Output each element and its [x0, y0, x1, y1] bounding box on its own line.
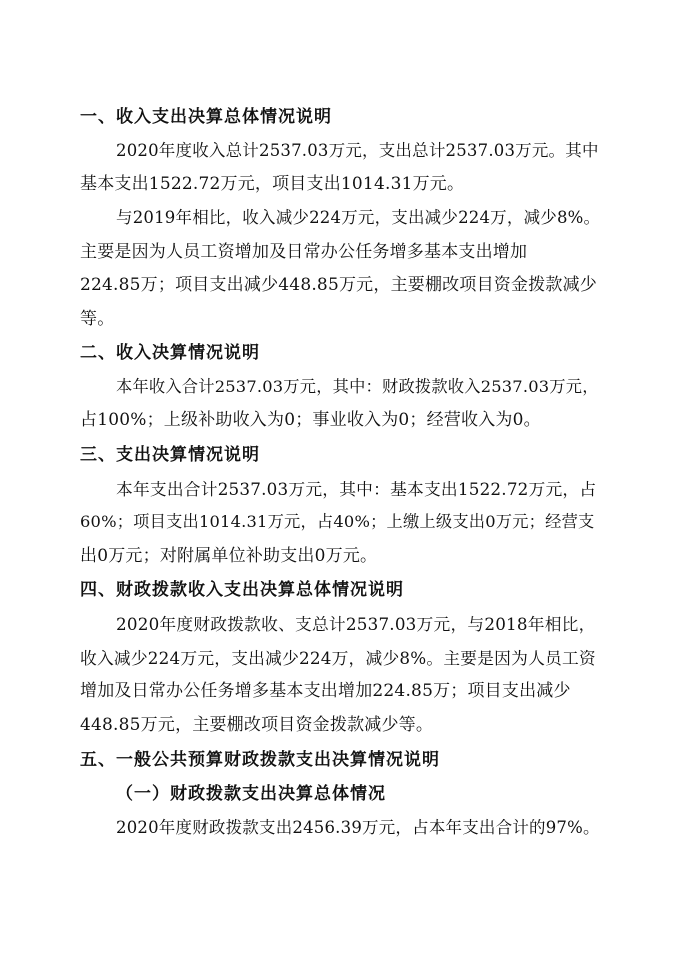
- paragraph-line: 2020年度收入总计2537.03万元，支出总计2537.03万元。其中: [116, 141, 599, 160]
- paragraph-line: 2020年度财政拨款支出2456.39万元，占本年支出合计的97%。: [116, 818, 600, 837]
- paragraph-line: 主要是因为人员工资增加及日常办公任务增多基本支出增加: [80, 242, 528, 262]
- paragraph-line: 增加及日常办公任务增多基本支出增加224.85万；项目支出减少: [80, 681, 571, 701]
- paragraph-line: 60%；项目支出1014.31万元，占40%；上缴上级支出0万元；经营支: [80, 512, 595, 531]
- paragraph-line: 等。: [80, 309, 115, 329]
- section-heading-2: 二、收入决算情况说明: [80, 343, 260, 363]
- paragraph-line: 占100%；上级补助收入为0；事业收入为0；经营收入为0。: [80, 410, 541, 430]
- section-heading-3: 三、支出决算情况说明: [80, 445, 260, 465]
- section-heading-4: 四、财政拨款收入支出决算总体情况说明: [80, 580, 404, 600]
- paragraph-line: 本年支出合计2537.03万元，其中：基本支出1522.72万元，占: [116, 479, 597, 499]
- paragraph-line: 2020年度财政拨款收、支总计2537.03万元，与2018年相比，: [116, 614, 596, 634]
- section-heading-1: 一、收入支出决算总体情况说明: [80, 107, 332, 127]
- paragraph-line: 448.85万元，主要棚改项目资金拨款减少等。: [80, 715, 434, 735]
- section-heading-5: 五、一般公共预算财政拨款支出决算情况说明: [80, 750, 440, 770]
- paragraph-line: 与2019年相比，收入减少224万元，支出减少224万，减少8%。: [116, 208, 601, 227]
- subsection-heading: （一）财政拨款支出决算总体情况: [116, 784, 386, 804]
- paragraph-line: 出0万元；对附属单位补助支出0万元。: [80, 546, 378, 566]
- paragraph-line: 基本支出1522.72万元，项目支出1014.31万元。: [80, 174, 465, 194]
- paragraph-line: 224.85万；项目支出减少448.85万元，主要棚改项目资金拨款减少: [80, 275, 597, 295]
- paragraph-line: 收入减少224万元，支出减少224万，减少8%。主要是因为人员工资: [80, 648, 596, 668]
- paragraph-line: 本年收入合计2537.03万元，其中：财政拨款收入2537.03万元，: [116, 377, 599, 396]
